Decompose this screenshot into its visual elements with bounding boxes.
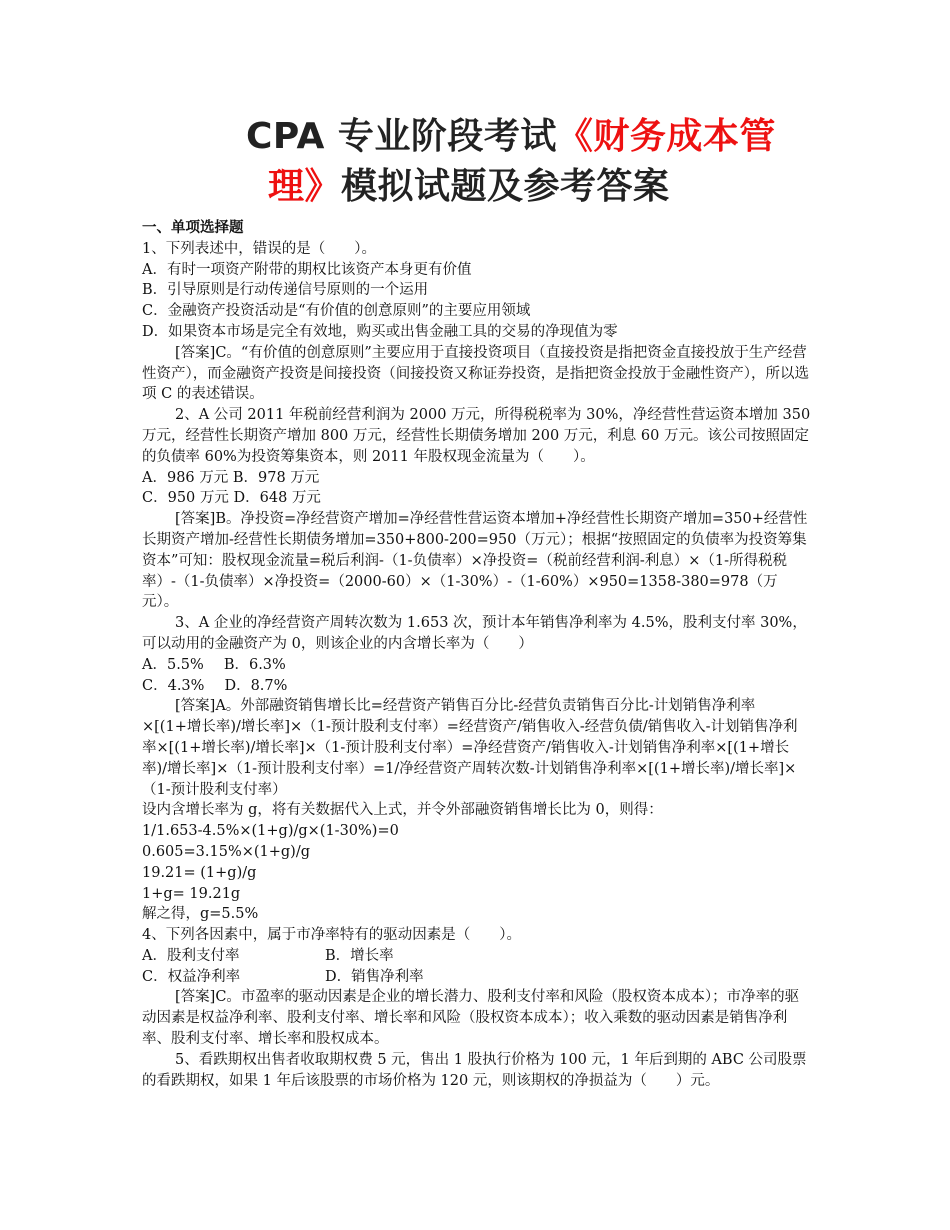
title-suffix: 模拟试题及参考答案 bbox=[341, 166, 670, 207]
question-3-stem: 3、A 企业的净经营资产周转次数为 1.653 次，预计本年销售净利率为 4.5%，股利支付率 30%，可以动用的金融资产为 0，则该企业的内含增长率为（ ） bbox=[142, 615, 807, 652]
question-2-answer: [答案]B。净投资=净经营资产增加=净经营性营运资本增加+净经营性长期资产增加=350+经营性长期资产增加-经营性长期债务增加=350+800-200=950（万元）；根据“按照固定的负债率为投资筹集资本”可知：股权现金流量=税后利润-（1-负债率）×净投资=（税前经营利润-利息）×（1-所得税税率）-（1-负债率）×净投资=（2000-60）×（1-30%）-（1-60%）×950=1358-380=978（万元）。 bbox=[142, 511, 808, 611]
question-4-option-d: D．销售净利率 bbox=[325, 968, 424, 985]
question-5-stem: 5、看跌期权出售者收取期权费 5 元，售出 1 股执行价格为 100 元，1 年后到期的 ABC 公司股票的看跌期权，如果 1 年后该股票的市场价格为 120 元，则该期权的净损益为（ ）元。 bbox=[142, 1051, 807, 1089]
question-1-option-c: C．金融资产投资活动是“有价值的创意原则”的主要应用领域 bbox=[142, 303, 531, 320]
question-1-answer: [答案]C。“有价值的创意原则”主要应用于直接投资项目（直接投资是指把资金直接投放于生产经营性资产），而金融资产投资是间接投资（间接投资又称证券投资，是指把资金投放于金融性资产），所以选项 C 的表述错误。 bbox=[142, 344, 809, 403]
title-prefix: CPA 专业阶段考试 bbox=[246, 116, 557, 157]
question-3-options-ab bbox=[142, 655, 812, 676]
question-4-options-cd bbox=[142, 967, 812, 988]
question-3-options-cd bbox=[142, 676, 812, 697]
question-2-stem: 2、A 公司 2011 年税前经营利润为 2000 万元，所得税税率为 30%，净经营性营运资本增加 350 万元，经营性长期资产增加 800 万元，经营性长期债务增加 200 万元，利息 60 万元。该公司按照固定的负债率 60%为投资筹集资本，则 2011 年股权现金流量为（ ）。 bbox=[142, 407, 811, 465]
question-2-options-cd: C．950 万元 D．648 万元 bbox=[142, 490, 321, 507]
question-1-stem: 1、下列表述中，错误的是（ ）。 bbox=[142, 240, 376, 257]
question-4-stem: 4、下列各因素中，属于市净率特有的驱动因素是（ ）。 bbox=[142, 927, 521, 944]
document-body bbox=[142, 218, 812, 1091]
question-3-equation-1: 1/1.653-4.5%×(1+g)/g×(1-30%)=0 bbox=[142, 823, 399, 840]
question-1-option-d: D．如果资本市场是完全有效地，购买或出售金融工具的交易的净现值为零 bbox=[142, 323, 618, 340]
question-4-options-ab bbox=[142, 946, 812, 967]
question-3-setup: 设内含增长率为 g，将有关数据代入上式，并令外部融资销售增长比为 0，则得： bbox=[142, 802, 663, 819]
question-3-option-b: B．6.3% bbox=[223, 656, 286, 673]
title-book-name-part-2: 理》 bbox=[268, 166, 342, 207]
question-4-option-c: C．权益净利率 bbox=[142, 968, 241, 985]
question-3-answer: [答案]A。外部融资销售增长比=经营资产销售百分比-经营负责销售百分比-计划销售净利率×[(1+增长率)/增长率]×（1-预计股利支付率）=经营资产/销售收入-经营负债/销售收入-计划销售净利率×[(1+增长率)/增长率]×（1-预计股利支付率）=净经营资产/销售收入-计划销售净利率×[(1+增长率)/增长率]×（1-预计股利支付率）=1/净经营资产周转次数-计划销售净利率×[(1+增长率)/增长率]×（1-预计股利支付率） bbox=[142, 698, 798, 798]
question-4-option-a: A．股利支付率 bbox=[142, 947, 240, 964]
question-3-solution: 解之得，g=5.5% bbox=[142, 906, 259, 923]
question-3-option-c: C．4.3% bbox=[142, 677, 205, 694]
title-line-1 bbox=[246, 112, 826, 162]
question-3-equation-4: 1+g= 19.21g bbox=[142, 885, 241, 902]
question-1-option-a: A．有时一项资产附带的期权比该资产本身更有价值 bbox=[142, 261, 472, 278]
question-3-equation-3: 19.21= (1+g)/g bbox=[142, 864, 257, 881]
document-title bbox=[246, 112, 826, 212]
question-3-equation-2: 0.605=3.15%×(1+g)/g bbox=[142, 843, 311, 860]
question-2-options-ab: A．986 万元 B．978 万元 bbox=[142, 469, 320, 486]
question-4-option-b: B．增长率 bbox=[325, 947, 394, 964]
question-4-answer: [答案]C。市盈率的驱动因素是企业的增长潜力、股利支付率和风险（股权资本成本）；市净率的驱动因素是权益净利率、股利支付率、增长率和风险（股权资本成本）；收入乘数的驱动因素是销售净利率、股利支付率、增长率和股权成本。 bbox=[142, 989, 800, 1048]
section-heading: 一、单项选择题 bbox=[142, 219, 244, 236]
title-book-name-part-1: 《财务成本管 bbox=[556, 116, 776, 157]
question-3-option-d: D．8.7% bbox=[224, 677, 288, 694]
question-1-option-b: B．引导原则是行动传递信号原则的一个运用 bbox=[142, 282, 429, 299]
title-line-2 bbox=[246, 162, 826, 212]
question-3-option-a: A．5.5% bbox=[142, 656, 204, 673]
